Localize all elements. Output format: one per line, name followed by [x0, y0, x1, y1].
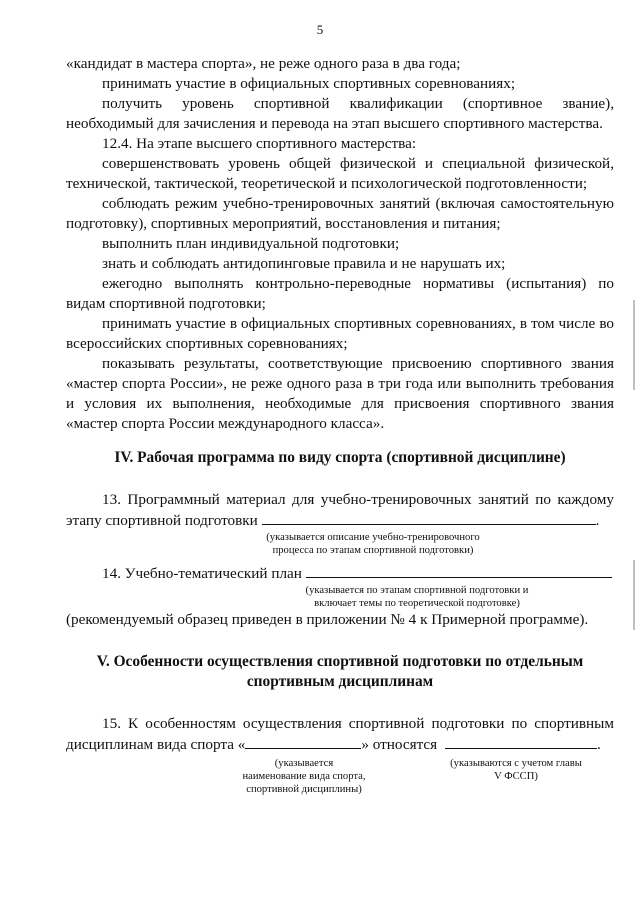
item-12-4-title: 12.4. На этапе высшего спортивного мастерства:	[102, 135, 417, 152]
list-item: совершенствовать уровень общей физической и специальной физической, технической, тактической, теоретической и психологической подготовленности;	[66, 155, 614, 192]
item-14	[66, 563, 614, 584]
margin-scan-mark	[633, 300, 635, 390]
fill-in-line	[245, 734, 361, 749]
list-item: принимать участие в официальных спортивных соревнованиях, в том числе во всероссийских спортивных соревнованиях;	[66, 315, 614, 352]
paragraph: получить уровень спортивной квалификации (спортивное звание), необходимый для зачисления и перевода на этап высшего спортивного мастерства.	[66, 95, 614, 132]
fill-in-line	[262, 510, 596, 525]
item-14-note: (указывается по этапам спортивной подготовки и включает темы по теоретической подготовке)	[305, 585, 529, 609]
item-13-end: .	[595, 512, 600, 529]
item-15-note-left: (указывается наименование вида спорта, спортивной дисциплины)	[242, 758, 366, 795]
paragraph: принимать участие в официальных спортивных соревнованиях;	[102, 75, 516, 92]
fill-in-line	[306, 563, 612, 578]
item-13-text: 13. Программный материал для учебно-тренировочных занятий по каждому этапу спортивной подготовки	[66, 491, 614, 529]
item-15-note-right: (указываются с учетом главы V ФССП)	[450, 758, 582, 782]
paragraph: (рекомендуемый образец приведен в приложении № 4 к Примерной программе).	[66, 611, 589, 628]
item-15-line2: дисциплинам вида спорта « » относятся .	[66, 736, 601, 753]
item-13	[66, 490, 614, 531]
paragraph: «кандидат в мастера спорта», не реже одного раза в два года;	[66, 55, 461, 72]
item-14-text: 14. Учебно-тематический план	[102, 565, 302, 582]
margin-scan-mark	[633, 560, 635, 630]
fill-in-line	[445, 734, 597, 749]
list-item: ежегодно выполнять контрольно-переводные нормативы (испытания) по видам спортивной подготовки;	[66, 275, 614, 312]
page-number: 5	[316, 22, 324, 37]
item-15-notes	[66, 755, 614, 809]
section-iv-heading: IV. Рабочая программа по виду спорта (спортивной дисциплине)	[114, 449, 566, 466]
section-v-heading-line1: V. Особенности осуществления спортивной подготовки по отдельным	[96, 653, 584, 670]
list-item: знать и соблюдать антидопинговые правила и не нарушать их;	[102, 255, 506, 272]
document-body	[66, 54, 614, 809]
list-item: выполнить план индивидуальной подготовки;	[102, 235, 400, 252]
list-item: показывать результаты, соответствующие присвоению спортивного звания «мастер спорта России», не реже одного раза в три года или выполнить требования и условия их выполнения, необходимые для присвоения спортивного звания «мастер спорта России международного класса».	[66, 355, 614, 432]
item-13-note: (указывается описание учебно-тренировочного процесса по этапам спортивной подготовки)	[266, 532, 480, 556]
list-item: соблюдать режим учебно-тренировочных занятий (включая самостоятельную подготовку), спортивных мероприятий, восстановления и питания;	[66, 195, 614, 232]
section-v-heading-line2: спортивным дисциплинам	[246, 673, 434, 690]
item-15-line1: 15. К особенностям осуществления спортивной подготовки по спортивным	[102, 715, 614, 732]
